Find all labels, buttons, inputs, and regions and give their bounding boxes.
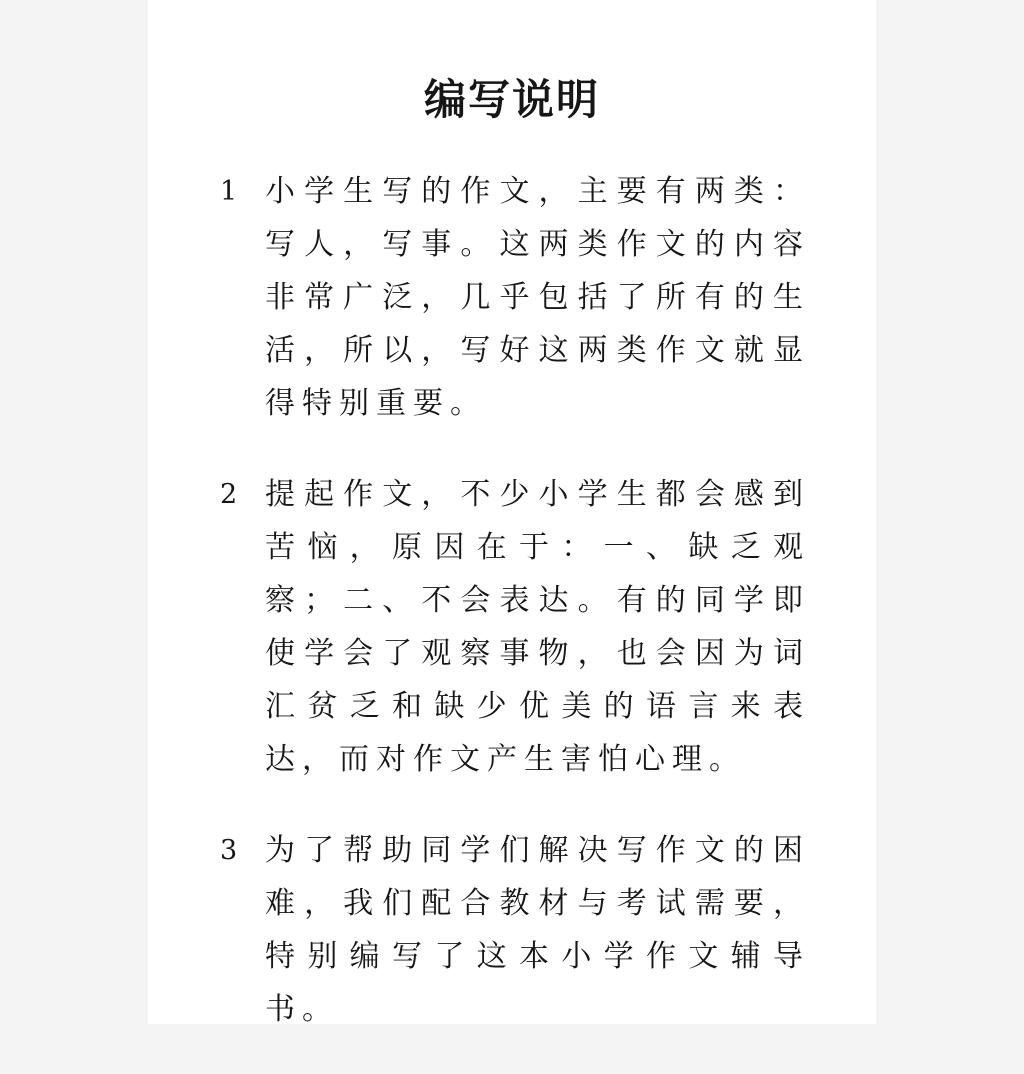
item-number: 1 [220, 176, 238, 207]
item-text: 小学生写的作文，主要有两类：写人，写事。这两类作文的内容非常广泛，几乎包括了所有的生活，所以，写好这两类作文就显得特别重要。 [265, 174, 810, 421]
list-item [220, 468, 810, 786]
document-page [148, 0, 876, 1027]
item-text: 为了帮助同学们解决写作文的困难，我们配合教材与考试需要，特别编写了这本小学作文辅导书。 [265, 833, 810, 1027]
item-number: 3 [220, 835, 238, 866]
page-title: 编写说明 [423, 75, 600, 124]
item-text: 提起作文，不少小学生都会感到苦恼，原因在于：一、缺乏观察；二、不会表达。有的同学即使学会了观察事物，也会因为词汇贫乏和缺少优美的语言来表达，而对作文产生害怕心理。 [265, 477, 810, 777]
list-item [220, 824, 810, 1036]
item-number: 2 [220, 479, 238, 510]
list-item [220, 165, 810, 430]
numbered-list [220, 165, 810, 1074]
